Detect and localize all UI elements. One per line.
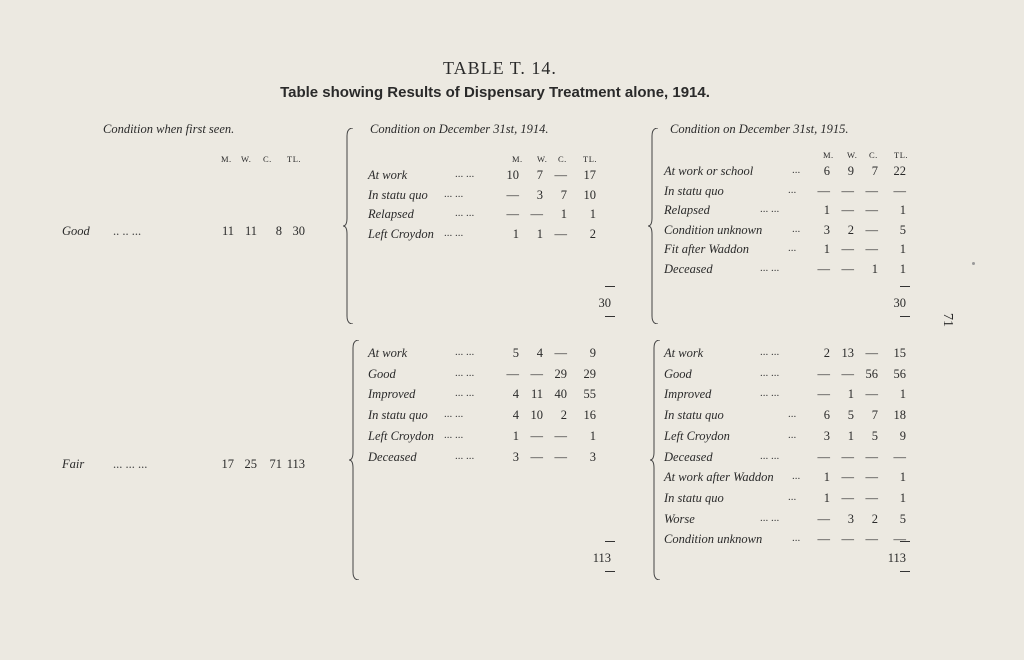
row-1914-value: — <box>530 449 543 464</box>
rule-1915-top-0 <box>900 286 910 287</box>
row-1914-dots: ... ... <box>455 346 475 358</box>
row-1915-value: 2 <box>823 346 830 360</box>
row-1915-value: 7 <box>871 408 878 423</box>
row-1915-value: — <box>841 490 854 505</box>
row-1915-label: Good <box>664 366 692 381</box>
row-1915-value: — <box>841 242 854 256</box>
row-1915-value: — <box>841 183 854 198</box>
row-1914-value: 4 <box>512 387 519 402</box>
row-1914-value: 40 <box>554 387 567 402</box>
row-1915-value: — <box>865 183 878 198</box>
row-1915-value: 3 <box>823 428 830 443</box>
row-1915-value: 2 <box>847 222 854 237</box>
brace-1915-0 <box>648 128 660 324</box>
row-1915-value: — <box>817 532 830 547</box>
row-1914-dots: ... ... <box>455 449 475 462</box>
total-1915-1: 113 <box>887 551 906 565</box>
row-1915-dots: ... <box>792 532 801 545</box>
row-1915-label: Relapsed <box>664 203 710 217</box>
group-label-good: Good <box>62 224 90 238</box>
row-1914-value: — <box>554 428 567 443</box>
row-1915-value: — <box>817 366 830 381</box>
row-1915-value: 5 <box>871 428 878 443</box>
row-1915-value: 7 <box>871 164 878 178</box>
row-1914-value: 1 <box>512 428 519 443</box>
row-1915-label: At work after Waddon <box>664 470 774 485</box>
table-subtitle: Table showing Results of Dispensary Treatment alone, 1914. <box>280 84 710 101</box>
row-1915-value: — <box>841 470 854 485</box>
row-1915-value: — <box>817 261 830 276</box>
row-1915-value: 1 <box>899 470 906 485</box>
row-1914-value: 1 <box>589 207 596 221</box>
colhead-1914-1: W. <box>537 154 548 164</box>
row-1914-value: 55 <box>583 387 596 402</box>
row-1915-value: 1 <box>871 261 878 276</box>
colhead-1915-1: W. <box>847 150 858 160</box>
row-1914-value: 9 <box>589 346 596 360</box>
row-1914-dots: ... ... <box>444 428 464 441</box>
row-1915-label: Deceased <box>664 261 713 276</box>
row-1914-value: 4 <box>512 408 519 423</box>
row-1915-value: 1 <box>899 261 906 276</box>
row-1914-value: — <box>554 226 567 241</box>
row-1915-value: 18 <box>893 408 906 423</box>
row-1915-dots: ... <box>792 470 801 483</box>
row-1915-value: — <box>865 346 878 360</box>
row-1915-value: 5 <box>847 408 854 423</box>
row-1915-dots: ... ... <box>760 387 780 400</box>
group-total-1-0: 17 <box>221 457 234 471</box>
group-total-0-2: 8 <box>275 224 282 238</box>
row-1915-value: 1 <box>823 490 830 505</box>
row-1915-label: In statu quo <box>664 408 724 423</box>
row-1915-dots: ... <box>788 183 797 196</box>
row-1914-value: 2 <box>589 226 596 241</box>
row-1914-value: 1 <box>536 226 543 241</box>
row-1914-value: 29 <box>554 366 567 381</box>
row-1915-value: — <box>865 532 878 547</box>
row-1915-value: 5 <box>899 511 906 526</box>
row-1915-value: — <box>865 242 878 256</box>
row-1914-dots: ... ... <box>455 387 475 400</box>
row-1915-value: 56 <box>865 366 878 381</box>
colhead-1915-0: M. <box>823 150 834 160</box>
row-1915-dots: ... ... <box>760 346 780 358</box>
row-1914-label: Improved <box>368 387 416 402</box>
row-1915-value: — <box>817 511 830 526</box>
rule-1915-top-1 <box>900 541 910 542</box>
row-1914-dots: ... ... <box>455 207 475 219</box>
row-1914-dots: ... ... <box>444 187 464 200</box>
total-1914-1: 113 <box>592 551 611 565</box>
row-1915-dots: ... ... <box>760 203 780 215</box>
row-1914-value: 2 <box>560 408 567 423</box>
row-1915-label: Condition unknown <box>664 532 763 547</box>
row-1914-value: 3 <box>512 449 519 464</box>
header-dec-1915: Condition on December 31st, 1915. <box>670 122 849 136</box>
row-1915-value: 3 <box>847 511 854 526</box>
row-1914-value: — <box>554 346 567 360</box>
row-1915-value: — <box>865 222 878 237</box>
row-1915-value: 1 <box>899 203 906 217</box>
page-number: 71 <box>940 313 955 327</box>
row-1915-value: 1 <box>899 490 906 505</box>
row-1914-value: 10 <box>583 187 596 202</box>
row-1915-value: — <box>893 449 906 464</box>
row-1915-dots: ... <box>788 242 797 254</box>
row-1915-value: — <box>865 387 878 402</box>
group-total-0-3: 30 <box>292 224 305 238</box>
row-1915-label: At work or school <box>664 164 754 178</box>
row-1915-value: — <box>893 183 906 198</box>
row-1915-value: 1 <box>823 470 830 485</box>
row-1914-label: In statu quo <box>368 408 428 423</box>
group-total-0-1: 11 <box>244 224 257 238</box>
row-1915-value: 1 <box>847 428 854 443</box>
row-1914-label: Deceased <box>368 449 417 464</box>
colhead-1915-3: TL. <box>894 150 909 160</box>
group-dots-1: ... ... ... <box>113 457 148 471</box>
page-speck <box>972 262 975 265</box>
row-1914-value: 1 <box>589 428 596 443</box>
colhead-first-3: TL. <box>287 154 302 164</box>
row-1915-value: 6 <box>823 164 830 178</box>
rule-1914-bottom-0 <box>605 316 615 317</box>
rule-1914-top-1 <box>605 541 615 542</box>
brace-1914-1 <box>349 340 361 580</box>
row-1915-value: — <box>841 449 854 464</box>
brace-1914-0 <box>343 128 355 324</box>
row-1914-label: At work <box>368 168 408 182</box>
row-1914-value: 7 <box>536 168 543 182</box>
row-1915-dots: ... <box>792 164 801 176</box>
colhead-first-1: W. <box>241 154 252 164</box>
row-1914-dots: ... ... <box>444 226 464 239</box>
row-1915-value: 6 <box>823 408 830 423</box>
row-1915-value: — <box>893 532 906 547</box>
row-1915-dots: ... ... <box>760 366 780 379</box>
row-1914-value: 29 <box>583 366 596 381</box>
row-1914-value: — <box>530 366 543 381</box>
row-1915-label: Fit after Waddon <box>664 242 749 256</box>
row-1914-value: — <box>506 366 519 381</box>
row-1914-label: In statu quo <box>368 187 428 202</box>
row-1915-value: 5 <box>899 222 906 237</box>
row-1914-value: 3 <box>536 187 543 202</box>
total-1915-0: 30 <box>893 296 906 310</box>
row-1915-value: 1 <box>847 387 854 402</box>
row-1914-value: 3 <box>589 449 596 464</box>
row-1914-value: — <box>530 207 543 221</box>
colhead-first-0: M. <box>221 154 232 164</box>
group-dots-0: .. .. ... <box>113 224 142 238</box>
row-1915-value: 2 <box>871 511 878 526</box>
row-1915-value: — <box>865 203 878 217</box>
row-1914-label: Relapsed <box>368 207 414 221</box>
row-1914-dots: ... ... <box>455 366 475 379</box>
row-1914-value: — <box>506 187 519 202</box>
rule-1914-bottom-1 <box>605 571 615 572</box>
row-1914-label: Left Croydon <box>368 428 434 443</box>
row-1915-value: 1 <box>899 387 906 402</box>
table-title: TABLE T. 14. <box>443 58 557 78</box>
rule-1915-bottom-0 <box>900 316 910 317</box>
row-1915-value: — <box>841 366 854 381</box>
row-1915-label: In statu quo <box>664 490 724 505</box>
row-1915-label: Condition unknown <box>664 222 763 237</box>
row-1914-value: — <box>530 428 543 443</box>
row-1914-value: 7 <box>560 187 567 202</box>
row-1915-value: 1 <box>899 242 906 256</box>
row-1915-dots: ... <box>788 428 797 441</box>
row-1915-dots: ... ... <box>760 511 780 524</box>
row-1915-value: — <box>841 261 854 276</box>
row-1915-value: — <box>817 387 830 402</box>
colhead-1914-0: M. <box>512 154 523 164</box>
row-1915-dots: ... <box>792 222 801 235</box>
group-label-fair: Fair <box>62 457 85 471</box>
row-1915-label: Improved <box>664 387 712 402</box>
row-1915-value: 9 <box>899 428 906 443</box>
row-1914-value: 5 <box>512 346 519 360</box>
row-1915-dots: ... <box>788 408 797 421</box>
row-1914-value: — <box>554 168 567 182</box>
row-1915-value: — <box>865 490 878 505</box>
total-1914-0: 30 <box>598 296 611 310</box>
row-1914-value: 1 <box>512 226 519 241</box>
row-1915-value: 13 <box>841 346 854 360</box>
group-total-0-0: 11 <box>221 224 234 238</box>
row-1915-dots: ... ... <box>760 261 780 274</box>
row-1914-value: 4 <box>536 346 543 360</box>
row-1915-dots: ... <box>788 490 797 503</box>
row-1915-value: — <box>865 449 878 464</box>
row-1914-value: 1 <box>560 207 567 221</box>
row-1914-value: 17 <box>583 168 596 182</box>
row-1915-label: In statu quo <box>664 183 724 198</box>
row-1915-value: — <box>817 183 830 198</box>
row-1914-value: 11 <box>530 387 543 402</box>
row-1914-value: 10 <box>530 408 543 423</box>
row-1914-dots: ... ... <box>444 408 464 421</box>
row-1915-label: At work <box>664 346 704 360</box>
row-1915-value: 3 <box>823 222 830 237</box>
row-1915-label: Deceased <box>664 449 713 464</box>
rule-1914-top-0 <box>605 286 615 287</box>
header-first-seen: Condition when first seen. <box>103 122 235 136</box>
brace-1915-1 <box>650 340 662 580</box>
row-1915-value: 56 <box>893 366 906 381</box>
group-total-1-3: 113 <box>286 457 305 471</box>
row-1915-label: Left Croydon <box>664 428 730 443</box>
row-1914-value: 16 <box>583 408 596 423</box>
header-dec-1914: Condition on December 31st, 1914. <box>370 122 549 136</box>
row-1915-label: Worse <box>664 511 695 526</box>
colhead-1914-2: C. <box>558 154 567 164</box>
row-1915-value: 9 <box>847 164 854 178</box>
colhead-1914-3: TL. <box>583 154 598 164</box>
row-1915-value: — <box>841 532 854 547</box>
row-1915-value: — <box>865 470 878 485</box>
row-1915-value: — <box>841 203 854 217</box>
row-1914-label: Left Croydon <box>368 226 434 241</box>
row-1915-value: — <box>817 449 830 464</box>
rule-1915-bottom-1 <box>900 571 910 572</box>
row-1915-value: 1 <box>823 203 830 217</box>
row-1914-value: — <box>554 449 567 464</box>
row-1915-value: 1 <box>823 242 830 256</box>
row-1914-value: 10 <box>506 168 519 182</box>
colhead-1915-2: C. <box>869 150 878 160</box>
colhead-first-2: C. <box>263 154 272 164</box>
row-1915-value: 15 <box>893 346 906 360</box>
row-1914-dots: ... ... <box>455 168 475 180</box>
row-1915-dots: ... ... <box>760 449 780 462</box>
row-1914-value: — <box>506 207 519 221</box>
row-1914-label: At work <box>368 346 408 360</box>
row-1915-value: 22 <box>893 164 906 178</box>
group-total-1-2: 71 <box>269 457 282 471</box>
row-1914-label: Good <box>368 366 396 381</box>
group-total-1-1: 25 <box>244 457 257 471</box>
